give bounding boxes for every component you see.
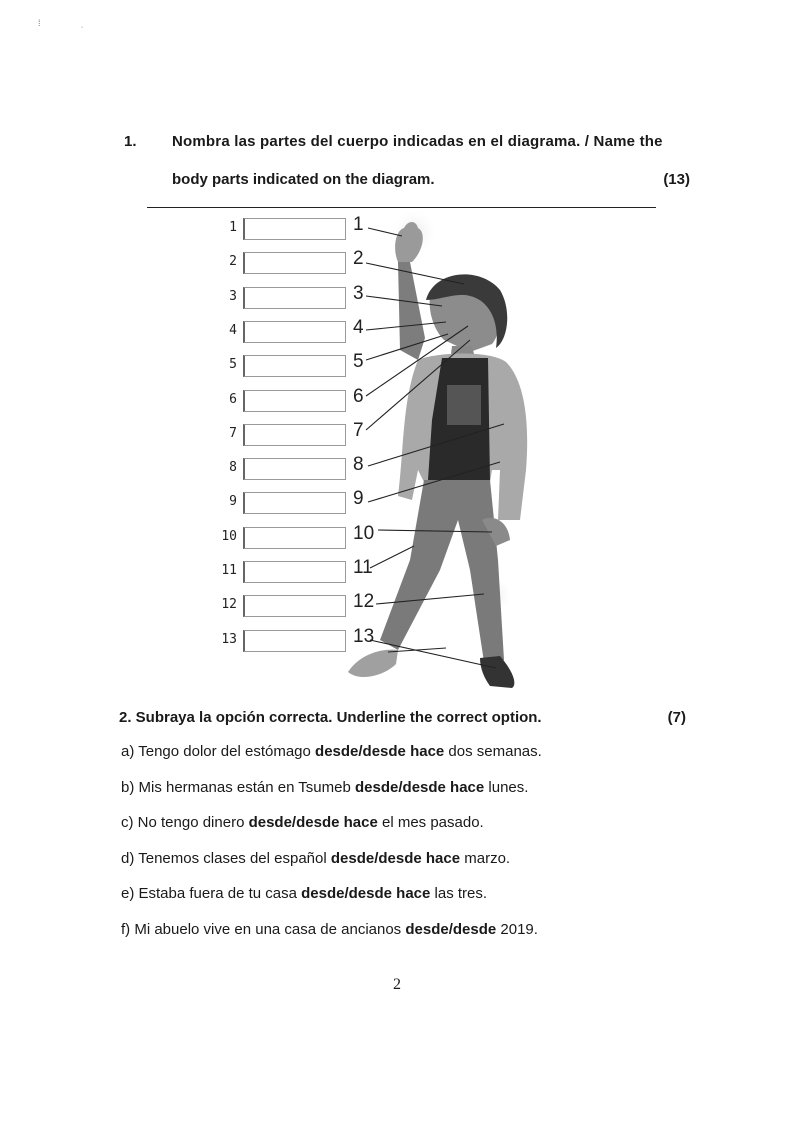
question-1-marks: (13) [663,171,690,188]
row-number: 2 [229,254,237,270]
shirt-print [447,385,481,425]
arrow-2 [366,263,464,284]
option-text: e) Estaba fuera de tu casa [121,885,302,903]
option-text: d) Tenemos clases del español [121,849,331,867]
option-choice[interactable]: desde/desde hace [315,743,445,760]
bare-foot [348,650,398,677]
diagram-number: 8 [353,454,364,476]
row-number: 11 [221,563,237,578]
option-choice[interactable]: desde/desde hace [330,849,461,867]
arrow-11 [370,546,414,568]
diagram-number: 9 [353,488,364,510]
shoe [480,656,514,688]
option-text-end: marzo. [460,849,511,867]
option-line [121,779,528,796]
option-choice[interactable]: desde/desde hace [248,814,378,832]
answer-box[interactable] [243,218,346,240]
row-number: 10 [221,528,237,544]
row-number: 7 [229,425,237,441]
answer-box[interactable] [243,252,346,274]
question-2-marks: (7) [667,709,686,726]
row-number: 4 [229,322,237,338]
question-1-prompt-line-1: Nombra las partes del cuerpo indicadas en el diagrama. / Name the [172,133,663,150]
diagram-number: 6 [353,385,364,407]
diagram-number: 12 [353,591,375,613]
answer-box[interactable] [243,527,346,549]
answer-box[interactable] [243,595,346,617]
option-choice[interactable]: desde/desde hace [355,778,485,796]
diagram-number: 7 [353,419,364,441]
scan-specks: ⁞ ˌ [38,18,84,28]
answer-box[interactable] [243,390,346,412]
option-choice[interactable]: desde/desde hace [301,885,431,903]
option-text: f) Mi abuelo vive en una casa de ancianos [121,921,406,938]
question-2-prompt: 2. Subraya la opción correcta. Underline the correct option. [119,709,542,726]
option-text: a) Tengo dolor del estómago [121,743,316,760]
answer-box[interactable] [243,355,346,377]
answer-box[interactable] [243,287,346,309]
option-choice[interactable]: desde/desde [405,921,497,938]
diagram-number: 4 [353,316,364,338]
row-number: 13 [221,631,237,647]
answer-box[interactable] [243,424,346,446]
page-number: 2 [393,976,401,993]
option-line [121,814,484,831]
answer-box[interactable] [243,458,346,480]
row-number: 3 [229,288,237,304]
option-text-end: 2019. [496,921,538,938]
option-text-end: el mes pasado. [377,814,484,832]
diagram-number: 1 [353,214,364,235]
option-line [121,850,510,867]
option-text-end: lunes. [484,778,529,796]
answer-box[interactable] [243,492,346,514]
row-number: 6 [229,391,237,407]
arrow-12 [376,594,484,604]
option-text-end: dos semanas. [444,743,542,760]
answer-box[interactable] [243,561,346,583]
option-line [121,921,538,938]
row-number: 8 [229,460,237,476]
diagram-number: 11 [353,557,373,578]
option-text: b) Mis hermanas están en Tsumeb [121,778,356,796]
diagram-number: 10 [353,522,375,544]
option-text: c) No tengo dinero [121,814,249,832]
option-line [121,743,542,760]
diagram-number: 13 [353,625,375,647]
row-number: 9 [229,494,237,510]
row-number: 5 [229,357,237,373]
diagram-number: 5 [353,351,364,373]
row-number: 1 [229,220,237,235]
legs [380,480,504,662]
question-1-prompt-line-2: body parts indicated on the diagram. [172,171,435,188]
option-text-end: las tres. [430,885,488,903]
option-line [121,885,487,902]
answer-box[interactable] [243,630,346,652]
row-number: 12 [221,597,237,613]
question-1-number: 1. [124,133,137,150]
diagram-number: 2 [353,248,364,270]
question-2 [119,709,689,726]
answer-box[interactable] [243,321,346,343]
diagram-number: 3 [353,282,364,304]
